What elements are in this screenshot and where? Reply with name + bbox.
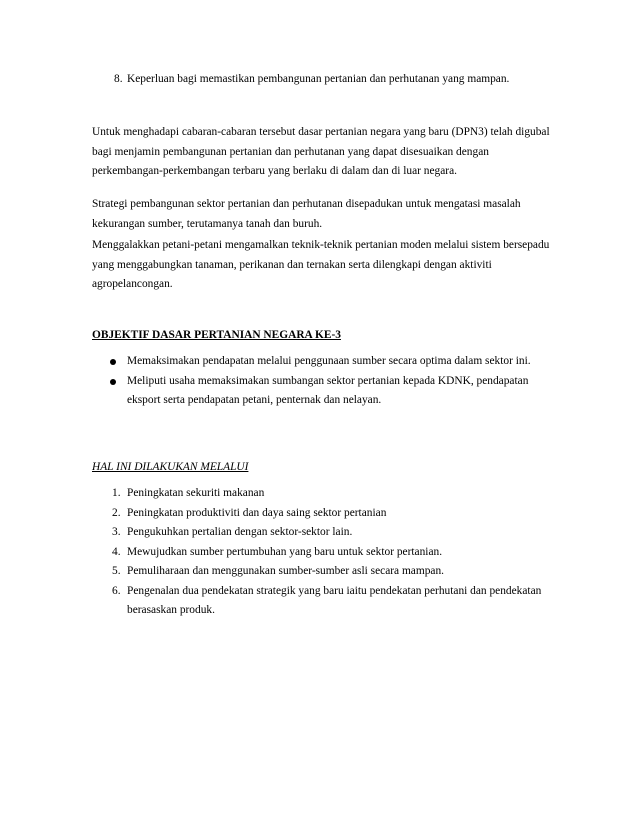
item-number: 4. [112, 545, 121, 558]
bullet-item [92, 372, 552, 411]
list-item [92, 484, 552, 504]
paragraph-2 [92, 195, 552, 234]
bullet-item [92, 352, 552, 372]
bullet-icon [110, 379, 116, 385]
item-number: 8. [114, 73, 123, 85]
objective-list [92, 352, 552, 411]
bullet-text: Meliputi usaha memaksimakan sumbangan sektor pertanian kepada KDNK, pendapatan eksport serta pendapatan petani, penternak dan nelayan. [127, 374, 529, 406]
item-number: 5. [112, 565, 121, 577]
method-section [92, 458, 552, 478]
list-item [92, 523, 552, 543]
paragraph-3 [92, 236, 552, 295]
item-text: Mewujudkan sumber pertumbuhan yang baru untuk sektor pertanian. [127, 545, 443, 558]
item-text: Peningkatan sekuriti makanan [127, 487, 265, 499]
list-item-8 [92, 70, 552, 90]
bullet-icon [110, 359, 116, 365]
list-item [92, 582, 552, 621]
paragraph-text: Menggalakkan petani-petani mengamalkan teknik-teknik pertanian moden melalui sistem bersepadu yang menggabungkan tanaman, perikanan dan ternakan serta dilengkapi dengan aktiviti agropelancongan. [92, 239, 550, 290]
item-number: 3. [112, 526, 121, 538]
method-list [92, 484, 552, 621]
list-item [92, 543, 552, 563]
objective-section [92, 326, 552, 346]
bullet-text: Memaksimakan pendapatan melalui penggunaan sumber secara optima dalam sektor ini. [127, 355, 531, 367]
paragraph-text: Untuk menghadapi cabaran-cabaran tersebut dasar pertanian negara yang baru (DPN3) telah digubal bagi menjamin pembangunan pertanian dan perhutanan yang dapat disesuaikan dengan perkembangan-perkembangan terbaru yang berlaku di dalam dan di luar negara. [92, 126, 550, 177]
section-subheading: HAL INI DILAKUKAN MELALUI [92, 461, 249, 473]
paragraph-text: Strategi pembangunan sektor pertanian dan perhutanan disepadukan untuk mengatasi masalah kekurangan sumber, terutamanya tanah dan buruh. [92, 198, 521, 230]
paragraph-1 [92, 123, 552, 182]
list-item [92, 504, 552, 524]
section-heading: OBJEKTIF DASAR PERTANIAN NEGARA KE-3 [92, 329, 341, 341]
item-text: Keperluan bagi memastikan pembangunan pertanian dan perhutanan yang mampan. [127, 73, 510, 85]
item-text: Pengukuhkan pertalian dengan sektor-sektor lain. [127, 526, 353, 538]
item-text: Pemuliharaan dan menggunakan sumber-sumber asli secara mampan. [127, 565, 445, 577]
item-text: Peningkatan produktiviti dan daya saing sektor pertanian [127, 506, 387, 519]
item-number: 2. [112, 506, 121, 519]
list-item [92, 562, 552, 582]
item-number: 1. [112, 487, 121, 499]
item-number: 6. [112, 584, 121, 597]
item-text: Pengenalan dua pendekatan strategik yang baru iaitu pendekatan perhutani dan pendekatan berasaskan produk. [127, 584, 542, 616]
numbered-item [92, 70, 552, 90]
